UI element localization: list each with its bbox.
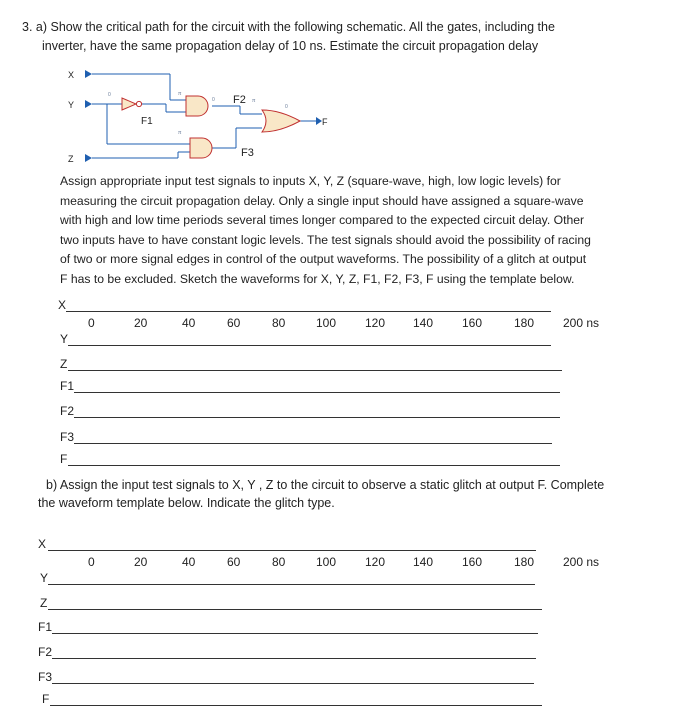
- tick-label: 140: [413, 316, 434, 330]
- signal-label-f: F: [42, 692, 50, 706]
- signal-line-f3: [74, 443, 552, 444]
- signal-line-y: [68, 345, 551, 346]
- tick-label: 60: [227, 555, 241, 569]
- instructions-a: [60, 172, 650, 289]
- tick-label: 200 ns: [563, 316, 600, 330]
- svg-text:0: 0: [212, 97, 215, 103]
- signal-label-f3: F3: [38, 670, 53, 684]
- tick-label: 140: [413, 555, 434, 569]
- question-b-line-1: b) Assign the input test signals to X, Y , Z to the circuit to observe a static glitch at output F. Complete: [46, 478, 605, 492]
- instructions-a-line: F has to be excluded. Sketch the waveforms for X, Y, Z, F1, F2, F3, F using the template below.: [60, 271, 575, 286]
- signal-label-f3: F3: [60, 430, 75, 444]
- svg-text:π: π: [252, 98, 256, 104]
- svg-text:0: 0: [285, 104, 288, 110]
- signal-label-y: Y: [60, 332, 69, 346]
- signal-line-f: [68, 465, 560, 466]
- signal-line-f: [50, 705, 542, 706]
- tick-label: 100: [316, 316, 337, 330]
- label-output-f: F: [322, 117, 328, 127]
- tick-label: 80: [272, 316, 286, 330]
- signal-line-x: [48, 550, 536, 551]
- signal-label-f1: F1: [60, 379, 75, 393]
- tick-label: 120: [365, 316, 386, 330]
- signal-label-f1: F1: [38, 620, 53, 634]
- label-z: Z: [68, 154, 74, 164]
- signal-label-f: F: [60, 452, 68, 466]
- tick-label: 40: [182, 316, 196, 330]
- signal-line-y: [48, 584, 535, 585]
- tick-label: 120: [365, 555, 386, 569]
- label-f1: F1: [141, 116, 153, 127]
- inverter-gate: [122, 98, 136, 110]
- svg-text:0: 0: [108, 92, 111, 98]
- signal-label-x: X: [58, 298, 67, 312]
- label-f3: F3: [241, 147, 254, 159]
- svg-text:π: π: [178, 130, 182, 136]
- and-gate-f2: [186, 96, 208, 116]
- signal-label-z: Z: [60, 357, 68, 371]
- label-f2: F2: [233, 94, 246, 106]
- signal-line-f1: [74, 392, 560, 393]
- label-y: Y: [68, 100, 75, 110]
- question-a-line-2: inverter, have the same propagation delay of 10 ns. Estimate the circuit propagation delay: [42, 39, 539, 53]
- and-gate-f3: [190, 138, 212, 158]
- tick-label: 60: [227, 316, 241, 330]
- tick-label: 200 ns: [563, 555, 600, 569]
- tick-label: 160: [462, 555, 483, 569]
- label-x: X: [68, 70, 75, 80]
- tick-label: 160: [462, 316, 483, 330]
- signal-line-x: [66, 311, 551, 312]
- question-b-line-2: the waveform template below. Indicate the glitch type.: [38, 496, 335, 510]
- tick-label: 180: [514, 555, 535, 569]
- instructions-a-line: two inputs have to have constant logic levels. The test signals should avoid the possibility of racing: [60, 232, 591, 247]
- instructions-a-line: of two or more signal edges in control of the output waveforms. The possibility of a glitch at output: [60, 252, 587, 266]
- circuit-schematic: [0, 0, 677, 170]
- tick-label: 20: [134, 555, 148, 569]
- question-a-line-1: 3. a) Show the critical path for the circuit with the following schematic. All the gates, including the: [22, 20, 555, 34]
- instructions-a-line: Assign appropriate input test signals to inputs X, Y, Z (square-wave, high, low logic levels) for: [60, 174, 561, 188]
- signal-line-f2: [52, 658, 536, 659]
- signal-label-f2: F2: [60, 404, 75, 418]
- tick-label: 20: [134, 316, 148, 330]
- tick-label: 0: [88, 316, 95, 330]
- instructions-a-line: with high and low time periods several times longer compared to the expected circuit delay. Other: [60, 213, 585, 227]
- signal-label-f2: F2: [38, 645, 53, 659]
- signal-line-f3: [52, 683, 534, 684]
- signal-label-z: Z: [40, 596, 48, 610]
- tick-label: 40: [182, 555, 196, 569]
- tick-label: 0: [88, 555, 95, 569]
- tick-label: 80: [272, 555, 286, 569]
- signal-line-z: [48, 609, 542, 610]
- instructions-a-line: measuring the circuit propagation delay. Only a single input should have assigned a square-wave: [60, 193, 584, 208]
- tick-label: 180: [514, 316, 535, 330]
- signal-line-z: [68, 370, 562, 371]
- signal-label-x: X: [38, 537, 47, 551]
- svg-text:π: π: [178, 91, 182, 97]
- or-gate-f: [262, 110, 300, 132]
- signal-line-f1: [52, 633, 538, 634]
- signal-label-y: Y: [40, 571, 49, 585]
- tick-label: 100: [316, 555, 337, 569]
- signal-line-f2: [74, 417, 560, 418]
